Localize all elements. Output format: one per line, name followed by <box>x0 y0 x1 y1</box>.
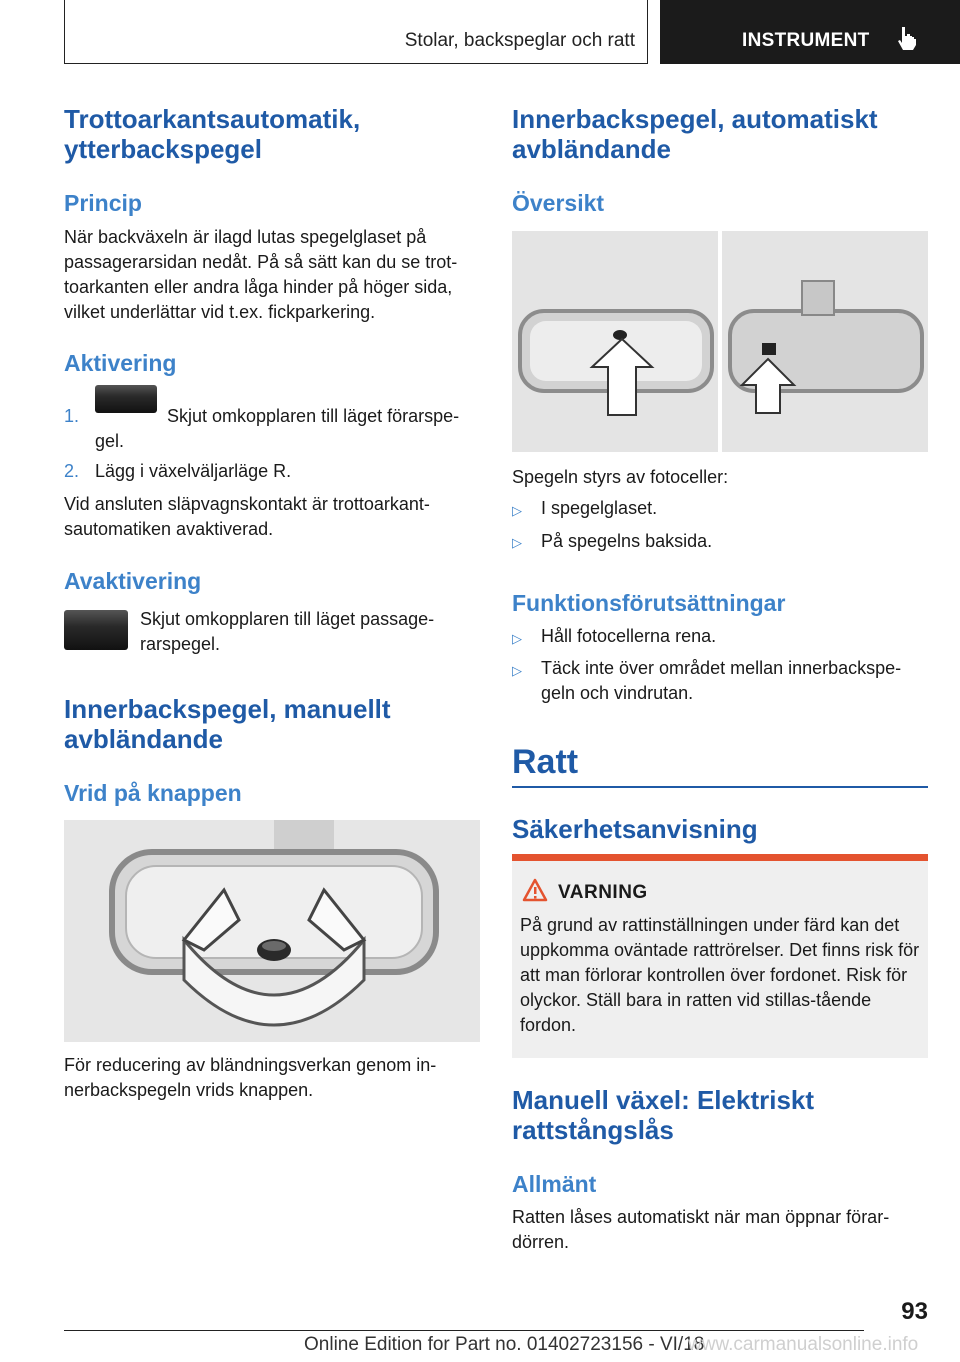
footer-rule <box>64 1330 864 1331</box>
heading-vrid: Vrid på knappen <box>64 780 242 806</box>
auto-mirror-photocell-illustration <box>512 231 928 452</box>
warning-title: VARNING <box>558 882 648 903</box>
fotocell-item-2: På spegelns baksida. <box>541 531 713 551</box>
heading-sakerhetsanvisning: Säkerhetsanvisning <box>512 814 758 844</box>
vrid-paragraph: För reducering av bländningsverkan genom in-nerbackspegeln vrids knappen. <box>64 1055 437 1100</box>
heading-aktivering: Aktivering <box>64 350 177 376</box>
heading-oversikt: Översikt <box>512 190 605 216</box>
heading-funktionsforutsattningar: Funktionsförutsättningar <box>512 590 786 616</box>
heading-ratt: Ratt <box>512 743 579 781</box>
princip-paragraph: När backväxeln är ilagd lutas spegelglaset på passagerarsidan nedåt. På så sätt kan du se trot-toarkanten eller andra låga hinder på höger sida, vilket underlättar vid t.ex. fickparkering. <box>64 227 458 322</box>
bullet-triangle-icon: ▷ <box>512 503 522 518</box>
running-header-chapter <box>660 0 960 64</box>
step-1-number: 1. <box>64 406 80 426</box>
avaktivering-text: Skjut omkopplaren till läget passage-rarspegel. <box>140 609 435 654</box>
bullet-triangle-icon: ▷ <box>512 663 522 678</box>
heading-allmant: Allmänt <box>512 1171 597 1197</box>
warning-box <box>512 854 928 1058</box>
warning-text: På grund av rattinställningen under färd kan det uppkomma oväntade rattrörelser. Det finns risk för att man förlorar kontrollen över fordonet. Risk för olyckor. Ställ bara in ratten vid stillas-tående fordon. <box>520 915 920 1035</box>
fotocell-item-1: I spegelglaset. <box>541 498 658 518</box>
section-title: Stolar, backspeglar och ratt <box>404 30 635 51</box>
footer-edition: Online Edition for Part no. 01402723156 - VI/18 <box>304 1334 705 1355</box>
heading-automatiskt: Innerbackspegel, automatiskt avbländande <box>512 104 878 164</box>
heading-avaktivering: Avaktivering <box>64 568 202 594</box>
warning-triangle-icon <box>522 878 548 902</box>
chapter-rule <box>512 786 928 788</box>
bullet-triangle-icon: ▷ <box>512 535 522 550</box>
fotoceller-intro: Spegeln styrs av fotoceller: <box>512 467 729 487</box>
funk-item-2: Täck inte över området mellan innerbackspe-geln och vindrutan. <box>541 658 902 703</box>
step-2-text: Lägg i växelväljarläge R. <box>95 461 292 481</box>
allmant-paragraph: Ratten låses automatiskt när man öppnar förar-dörren. <box>512 1207 890 1252</box>
aktivering-note: Vid ansluten släpvagnskontakt är trottoarkant-sautomatiken avaktiverad. <box>64 494 430 539</box>
warning-bar <box>512 854 928 861</box>
watermark: www.carmanualsonline.info <box>688 1334 919 1355</box>
step-2-number: 2. <box>64 461 80 481</box>
manual-mirror-knob-illustration <box>64 820 480 1042</box>
funk-item-1: Håll fotocellerna rena. <box>541 626 717 646</box>
step-1-text: Skjut omkopplaren till läget förarspe-gel. <box>95 406 460 451</box>
heading-princip: Princip <box>64 190 142 216</box>
hand-pointer-icon <box>896 26 918 50</box>
mirror-switch-image <box>64 610 128 650</box>
page-number: 93 <box>901 1298 928 1325</box>
chapter-title: INSTRUMENT <box>742 30 870 51</box>
bullet-triangle-icon: ▷ <box>512 631 522 646</box>
heading-rattstangslas: Manuell växel: Elektriskt rattstångslås <box>512 1085 815 1145</box>
heading-manuellt: Innerbackspegel, manuellt avbländande <box>64 694 391 754</box>
running-header-section <box>64 0 648 64</box>
heading-trottoarkant: Trottoarkantsautomatik, ytterbackspegel <box>64 104 361 164</box>
